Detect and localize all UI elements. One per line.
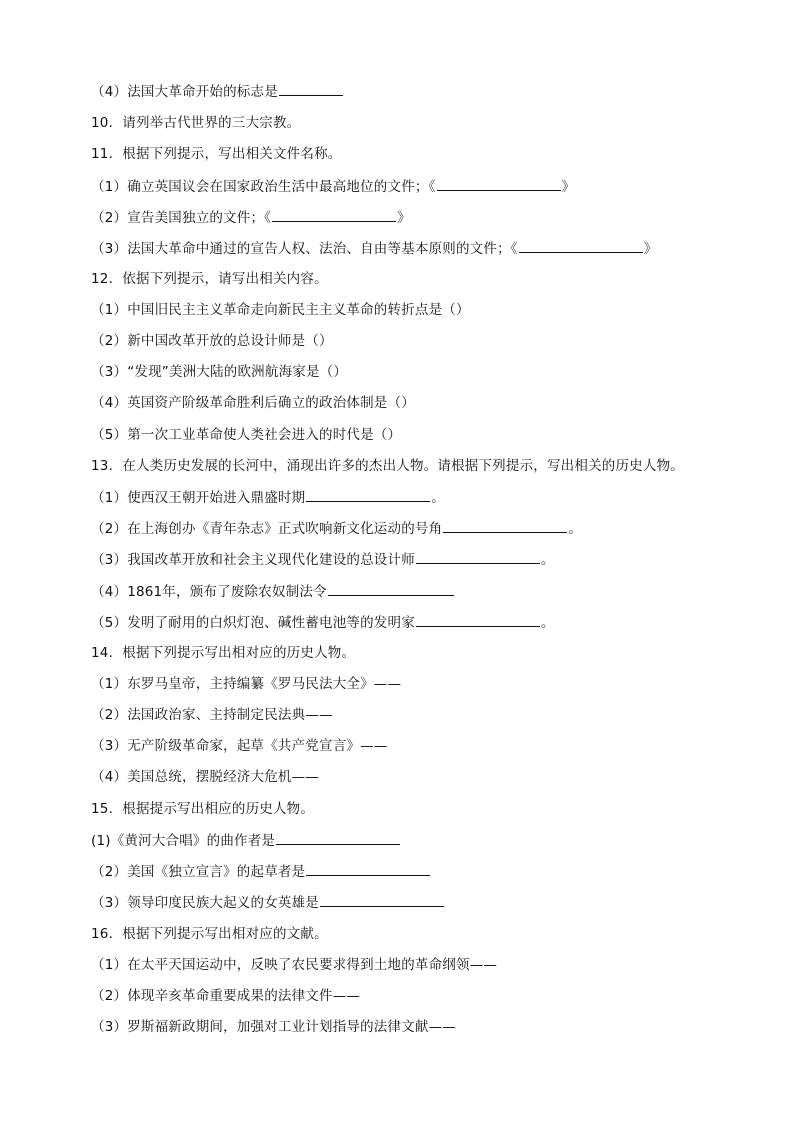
- q16-item-1: （1）在太平天国运动中，反映了农民要求得到土地的革命纲领——: [91, 957, 498, 973]
- answer-blank[interactable]: [416, 549, 540, 564]
- q13-item-1: （1）使西汉王朝开始进入鼎盛时期 。: [91, 487, 445, 508]
- question-12: 12．依据下列提示，请写出相关内容。: [91, 271, 328, 287]
- q14-item-1: （1）东罗马皇帝，主持编纂《罗马民法大全》——: [91, 676, 402, 692]
- item-text: （4）法国大革命开始的标志是: [91, 84, 278, 100]
- q14-item-2: （2）法国政治家、主持制定民法典——: [91, 707, 333, 723]
- q13-item-3: （3）我国改革开放和社会主义现代化建设的总设计师 。: [91, 549, 555, 570]
- question-11: 11．根据下列提示，写出相关文件名称。: [91, 146, 342, 162]
- q12-item-4: （4）英国资产阶级革命胜利后确立的政治体制是（）: [91, 395, 415, 411]
- q15-item-3: [91, 892, 445, 913]
- q15-item-2: [91, 861, 431, 882]
- answer-blank[interactable]: [437, 176, 561, 191]
- item-text: （1）使西汉王朝开始进入鼎盛时期: [91, 490, 306, 506]
- item-text: （2）美国《独立宣言》的起草者是: [91, 864, 306, 880]
- answer-blank[interactable]: [416, 612, 540, 627]
- q11-item-2: （2）宣告美国独立的文件；《 》: [91, 207, 411, 228]
- q12-item-5: （5）第一次工业革命使人类社会进入的时代是（）: [91, 427, 402, 443]
- q13-item-5: （5）发明了耐用的白炽灯泡、碱性蓄电池等的发明家 。: [91, 612, 555, 633]
- item-text: （3）我国改革开放和社会主义现代化建设的总设计师: [91, 552, 415, 568]
- answer-blank[interactable]: [328, 581, 454, 596]
- answer-blank[interactable]: [519, 238, 643, 253]
- q12-item-1: （1）中国旧民主主义革命走向新民主主义革命的转折点是（）: [91, 302, 470, 318]
- question-13: 13．在人类历史发展的长河中，涌现出许多的杰出人物。请根据下列提示，写出相关的历史人物。: [91, 458, 684, 474]
- question-16: 16．根据下列提示写出相对应的文献。: [91, 926, 328, 942]
- q11-item-1: （1）确立英国议会在国家政治生活中最高地位的文件；《 》: [91, 176, 575, 197]
- answer-blank[interactable]: [279, 81, 343, 96]
- answer-blank[interactable]: [276, 830, 400, 845]
- answer-blank[interactable]: [306, 487, 430, 502]
- item-text: （2）在上海创办《青年杂志》正式吹响新文化运动的号角: [91, 521, 443, 537]
- question-10: 10．请列举古代世界的三大宗教。: [91, 115, 301, 131]
- q11-item-3: （3）法国大革命中通过的宣告人权、法治、自由等基本原则的文件；《 》: [91, 238, 657, 259]
- q14-item-4: （4）美国总统，摆脱经济大危机——: [91, 769, 319, 785]
- q14-item-3: （3）无产阶级革命家，起草《共产党宣言》——: [91, 738, 388, 754]
- item-text: （4）1861年，颁布了废除农奴制法令: [91, 584, 327, 600]
- item-text: （2）宣告美国独立的文件；《: [91, 210, 272, 226]
- answer-blank[interactable]: [306, 861, 430, 876]
- item-text: （1）确立英国议会在国家政治生活中最高地位的文件；《: [91, 179, 436, 195]
- item-text: （5）发明了耐用的白炽灯泡、碱性蓄电池等的发明家: [91, 615, 415, 631]
- answer-blank[interactable]: [443, 518, 567, 533]
- q12-item-3: （3）“发现”美洲大陆的欧洲航海家是（）: [91, 364, 348, 380]
- q9-item-4: [91, 81, 344, 102]
- question-15: 15．根据提示写出相应的历史人物。: [91, 801, 315, 817]
- q16-item-3: （3）罗斯福新政期间，加强对工业计划指导的法律文献——: [91, 1019, 456, 1035]
- q16-item-2: （2）体现辛亥革命重要成果的法律文件——: [91, 988, 361, 1004]
- q13-item-2: （2）在上海创办《青年杂志》正式吹响新文化运动的号角 。: [91, 518, 582, 539]
- question-14: 14．根据下列提示写出相对应的历史人物。: [91, 645, 356, 661]
- q15-item-1: [91, 830, 401, 851]
- item-text: （3）领导印度民族大起义的女英雄是: [91, 895, 319, 911]
- answer-blank[interactable]: [272, 207, 396, 222]
- item-text: (1)《黄河大合唱》的曲作者是: [91, 833, 276, 849]
- answer-blank[interactable]: [320, 892, 444, 907]
- q13-item-4: [91, 581, 455, 602]
- q12-item-2: （2）新中国改革开放的总设计师是（）: [91, 333, 333, 349]
- item-text: （3）法国大革命中通过的宣告人权、法治、自由等基本原则的文件；《: [91, 241, 518, 257]
